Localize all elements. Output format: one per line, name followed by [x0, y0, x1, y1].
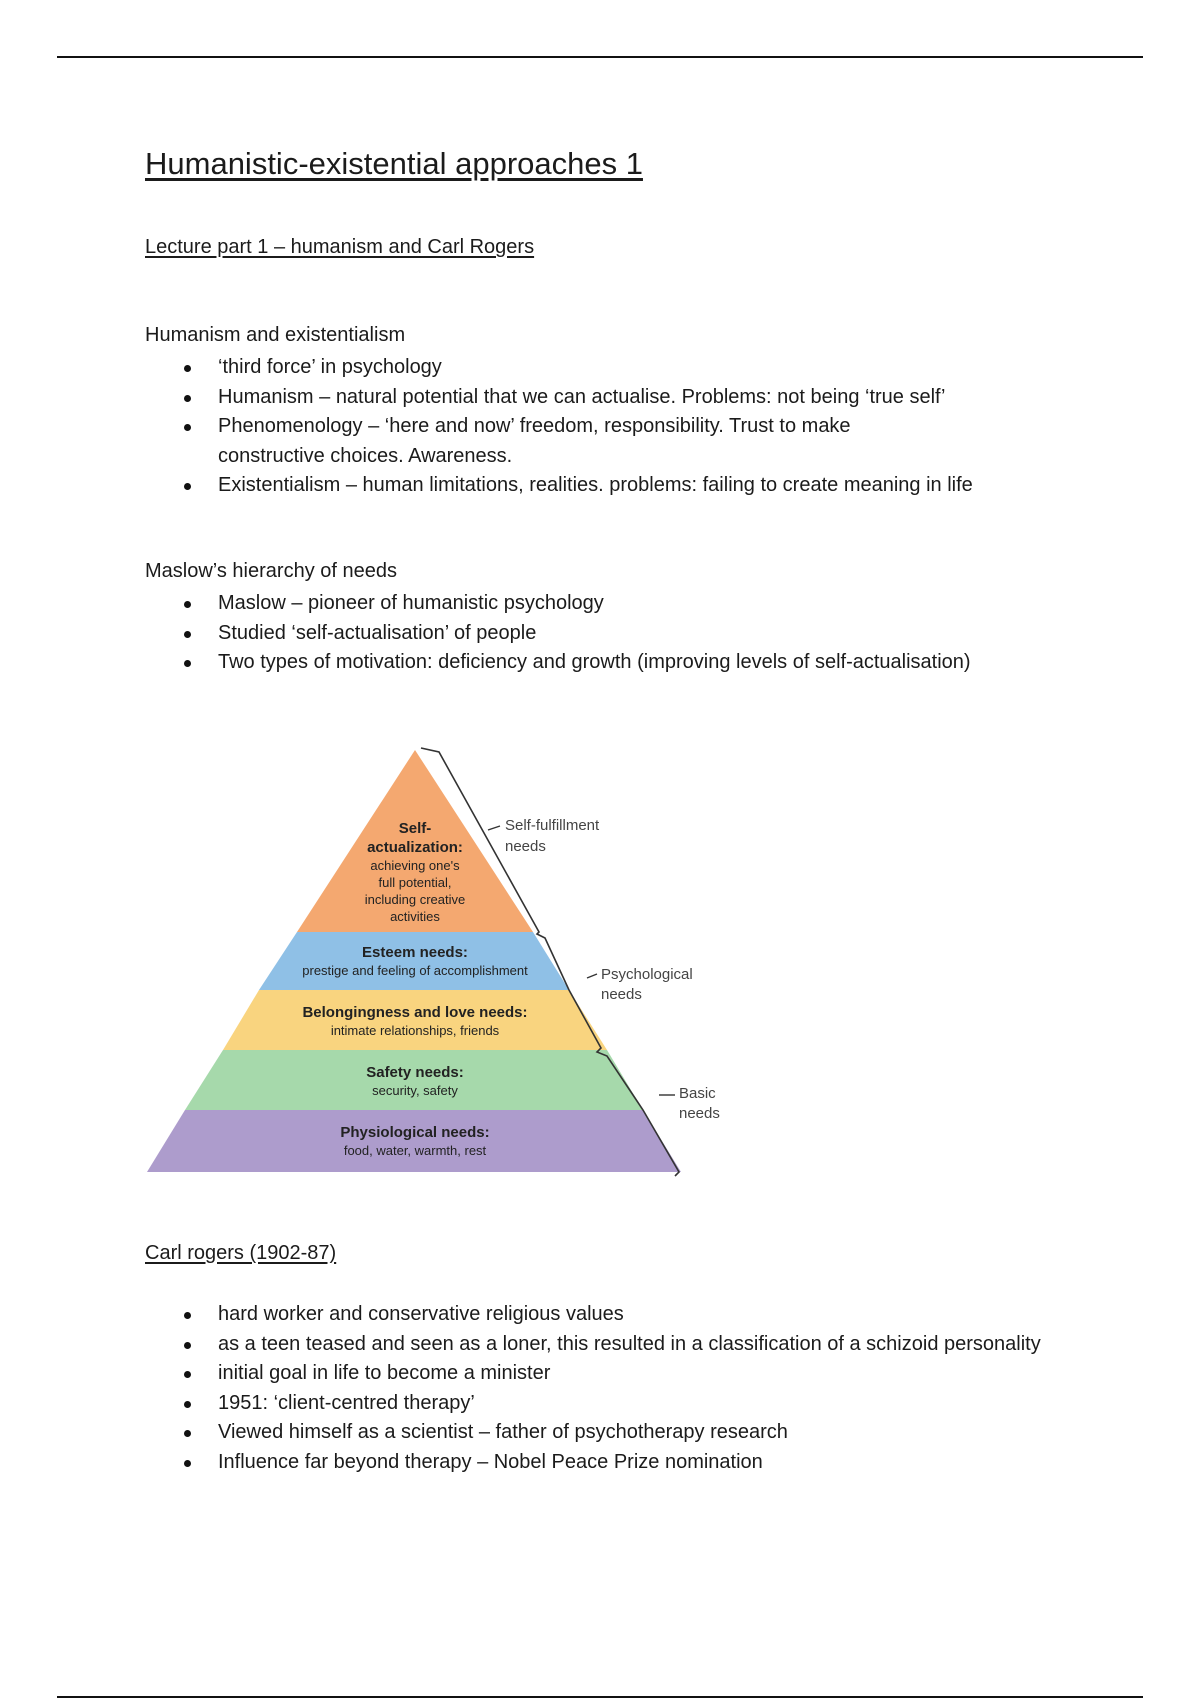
belonging-desc: intimate relationships, friends: [330, 1023, 500, 1038]
group-label-psychological-2: needs: [601, 986, 642, 1003]
self-actualization-desc-1: achieving one's: [370, 858, 460, 873]
rogers-heading: Carl rogers (1902-87): [145, 1242, 337, 1264]
top-rule: [57, 56, 1143, 58]
group-label-psychological-1: Psychological: [601, 966, 693, 983]
bullet-icon: [184, 365, 191, 372]
list-item: Two types of motivation: deficiency and growth (improving levels of self-actualisation): [145, 648, 988, 678]
section-heading-humanism: Humanism and existentialism: [145, 324, 406, 346]
bullet-icon: [184, 1460, 191, 1467]
humanism-bullet-list: [145, 353, 1045, 501]
section-heading-maslow: Maslow’s hierarchy of needs: [145, 560, 397, 582]
list-item: 1951: ‘client-centred therapy’: [145, 1389, 1045, 1419]
tier-physiological: [147, 1110, 681, 1172]
bullet-icon: [184, 1312, 191, 1319]
list-item: Existentialism – human limitations, realities. problems: failing to create meaning in life: [145, 471, 1058, 501]
esteem-desc: prestige and feeling of accomplishment: [302, 963, 528, 978]
list-item: initial goal in life to become a minister: [145, 1359, 1045, 1389]
bottom-rule: [57, 1696, 1143, 1698]
self-actualization-desc-4: activities: [390, 909, 440, 924]
maslow-pyramid-svg: [145, 720, 745, 1180]
list-item: as a teen teased and seen as a loner, this resulted in a classification of a schizoid personality: [145, 1330, 1068, 1360]
self-actualization-desc-2: full potential,: [378, 875, 452, 890]
list-item: Studied ‘self-actualisation’ of people: [145, 619, 1045, 649]
tier-esteem: [259, 932, 569, 990]
lecture-heading: Lecture part 1 – humanism and Carl Rogers: [145, 236, 535, 258]
physiological-title: Physiological needs:: [340, 1124, 490, 1141]
physiological-desc: food, water, warmth, rest: [343, 1143, 487, 1158]
bullet-icon: [184, 1371, 191, 1378]
bullet-icon: [184, 483, 191, 490]
maslow-bullet-list: [145, 589, 1045, 678]
safety-desc: security, safety: [372, 1083, 458, 1098]
page-title: Humanistic-existential approaches 1: [145, 146, 643, 181]
group-label-self-fulfillment-2: needs: [505, 838, 546, 855]
bullet-icon: [184, 395, 191, 402]
bullet-icon: [184, 1430, 191, 1437]
rogers-bullet-list: [145, 1300, 1045, 1477]
group-label-basic-1: Basic: [679, 1085, 716, 1102]
list-item: Maslow – pioneer of humanistic psychology: [145, 589, 1045, 619]
bullet-icon: [184, 660, 191, 667]
bullet-icon: [184, 631, 191, 638]
list-item: Humanism – natural potential that we can actualise. Problems: not being ‘true self’: [145, 383, 1045, 413]
belonging-title: Belongingness and love needs:: [302, 1004, 528, 1021]
self-actualization-title-1: Self-: [398, 820, 432, 837]
group-label-self-fulfillment-1: Self-fulfillment: [505, 817, 600, 834]
list-item: ‘third force’ in psychology: [145, 353, 1045, 383]
self-actualization-desc-3: including creative: [364, 892, 466, 907]
bullet-icon: [184, 1401, 191, 1408]
bullet-icon: [184, 601, 191, 608]
esteem-title: Esteem needs:: [362, 944, 468, 961]
list-item: Phenomenology – ‘here and now’ freedom, responsibility. Trust to make constructive choices. Awareness.: [145, 412, 958, 471]
list-item: Influence far beyond therapy – Nobel Peace Prize nomination: [145, 1448, 1045, 1478]
maslow-pyramid-figure: [145, 720, 745, 1180]
self-actualization-title-2: actualization:: [367, 839, 463, 856]
bullet-icon: [184, 424, 191, 431]
list-item: hard worker and conservative religious values: [145, 1300, 1045, 1330]
bullet-icon: [184, 1342, 191, 1349]
safety-title: Safety needs:: [366, 1064, 464, 1081]
list-item: Viewed himself as a scientist – father of psychotherapy research: [145, 1418, 1045, 1448]
group-label-basic-2: needs: [679, 1105, 720, 1122]
